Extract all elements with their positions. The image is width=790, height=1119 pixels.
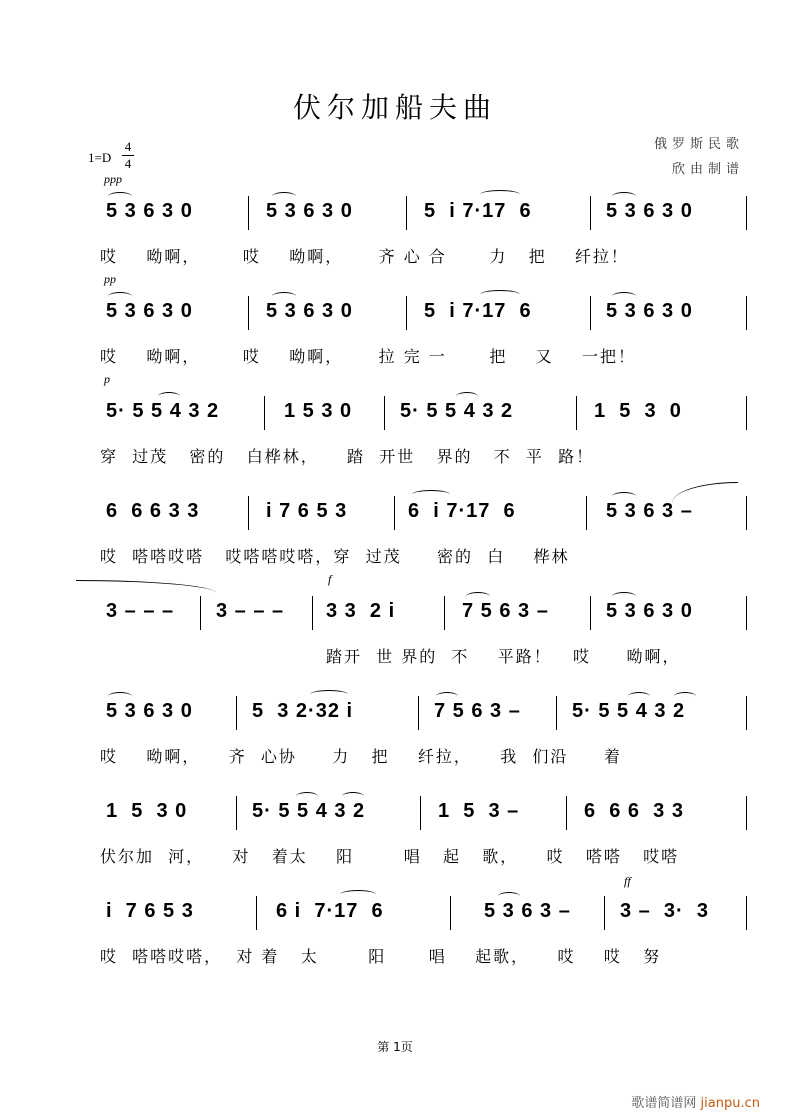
song-title: 伏尔加船夫曲 <box>292 91 497 124</box>
tie-arc <box>480 290 520 299</box>
site-watermark <box>631 1092 760 1111</box>
barline <box>384 396 385 430</box>
measure: 1 5 3 0 <box>594 400 682 422</box>
barline <box>746 196 747 230</box>
measure: 6 6 6 3 3 <box>106 500 200 522</box>
measure: 3 3 2 i <box>326 600 396 622</box>
barline <box>590 296 591 330</box>
key-signature: 1=D <box>88 150 112 165</box>
dynamic-marking: pp <box>104 272 116 286</box>
barline <box>590 596 591 630</box>
barline <box>746 796 747 830</box>
notes-line <box>100 700 750 734</box>
barline <box>556 696 557 730</box>
score-row-7 <box>100 800 750 870</box>
tie-arc <box>310 690 348 699</box>
measure: 7 5 6 3 – <box>434 700 521 722</box>
measure: 1 5 3 0 <box>106 800 188 822</box>
notes-line <box>100 600 750 634</box>
score-row-1 <box>100 172 750 270</box>
barline <box>248 296 249 330</box>
barline <box>586 496 587 530</box>
barline <box>420 796 421 830</box>
measure: 5 3 6 3 0 <box>606 300 693 322</box>
measure: 6 i 7·17 6 <box>276 900 384 922</box>
measure: 5 3 6 3 0 <box>106 200 193 222</box>
barline <box>746 396 747 430</box>
score-row-8 <box>100 874 750 970</box>
page-number: 第 1页 <box>377 1040 413 1054</box>
measure: i 7 6 5 3 <box>106 900 194 922</box>
lyrics-line: 伏尔加 河， 对 着太 阳 唱 起 歌， 哎 嗒嗒 哎嗒 <box>100 847 680 866</box>
measure: 5 3 6 3 0 <box>106 300 193 322</box>
measure: i 7 6 5 3 <box>266 500 348 522</box>
barline <box>264 396 265 430</box>
score-row-2 <box>100 272 750 370</box>
barline <box>236 696 237 730</box>
barline <box>394 496 395 530</box>
barline <box>406 296 407 330</box>
lyrics-line: 哎 呦啊， 齐 心协 力 把 纤拉， 我 们沿 着 <box>100 747 622 766</box>
barline <box>200 596 201 630</box>
watermark-en: jianpu.cn <box>700 1096 760 1111</box>
measure: 5 3 6 3 0 <box>266 200 353 222</box>
measure: 5 3 6 3 – <box>484 900 571 922</box>
notes-line <box>100 500 750 534</box>
score-row-5 <box>100 572 750 670</box>
barline <box>746 896 747 930</box>
lyrics-line: 哎 呦啊， 哎 呦啊， 齐 心 合 力 把 纤拉！ <box>100 247 629 266</box>
measure: 6 i 7·17 6 <box>408 500 516 522</box>
barline <box>746 496 747 530</box>
barline <box>256 896 257 930</box>
tie-arc <box>340 890 376 899</box>
measure: 3 – – – <box>216 600 285 622</box>
notes-line <box>100 900 750 934</box>
measure: 5 3 6 3 – <box>606 500 693 522</box>
score-row-6 <box>100 700 750 770</box>
measure: 1 5 3 – <box>438 800 520 822</box>
tie-arc <box>480 190 520 199</box>
dynamic-marking: ff <box>624 874 631 888</box>
measure: 5 3 6 3 0 <box>606 200 693 222</box>
measure: 5 3 6 3 0 <box>266 300 353 322</box>
measure: 5 i 7·17 6 <box>424 200 532 222</box>
barline <box>566 796 567 830</box>
barline <box>236 796 237 830</box>
time-signature-bottom: 4 <box>124 156 132 171</box>
watermark-cn: 歌谱简谱网 <box>631 1096 697 1111</box>
time-signature-top: 4 <box>124 139 132 154</box>
barline <box>248 496 249 530</box>
notes-line <box>100 300 750 334</box>
score-row-4 <box>100 500 750 570</box>
lyrics-line: 哎 呦啊， 哎 呦啊， 拉 完 一 把 又 一把！ <box>100 347 637 366</box>
measure: 5 3 6 3 0 <box>606 600 693 622</box>
credit-origin: 俄罗斯民歌 <box>653 137 744 152</box>
measure: 5 i 7·17 6 <box>424 300 532 322</box>
barline <box>590 196 591 230</box>
credit-arranger: 欣由制谱 <box>671 162 744 177</box>
dynamic-marking: p <box>104 372 110 386</box>
measure: 3 – 3· 3 <box>620 900 709 922</box>
notes-line <box>100 200 750 234</box>
measure: 5· 5 5 4 3 2 <box>572 700 686 722</box>
lyrics-line: 哎 嗒嗒哎嗒 哎嗒嗒哎嗒，穿 过茂 密的 白 桦林 <box>100 547 570 566</box>
barline <box>576 396 577 430</box>
measure: 1 5 3 0 <box>284 400 353 422</box>
measure: 5 3 2·32 i <box>252 700 354 722</box>
barline <box>746 596 747 630</box>
barline <box>746 296 747 330</box>
barline <box>746 696 747 730</box>
dynamic-marking: ppp <box>104 172 122 186</box>
barline <box>418 696 419 730</box>
barline <box>312 596 313 630</box>
time-signature <box>122 140 134 171</box>
barline <box>604 896 605 930</box>
barline <box>248 196 249 230</box>
score-row-3 <box>100 372 750 470</box>
lyrics-line: 哎 嗒嗒哎嗒， 对 着 太 阳 唱 起歌， 哎 哎 努 <box>100 947 662 966</box>
slur-arc <box>76 580 216 593</box>
lyrics-line: 穿 过茂 密的 白桦林， 踏 开世 界的 不 平 路！ <box>100 447 595 466</box>
dynamic-marking: f <box>328 572 332 586</box>
measure: 3 – – – <box>106 600 175 622</box>
barline <box>450 896 451 930</box>
measure: 6 6 6 3 3 <box>584 800 684 822</box>
tie-arc <box>412 490 450 499</box>
barline <box>406 196 407 230</box>
lyrics-line: 踏开 世 界的 不 平路！ 哎 呦啊， <box>326 647 681 666</box>
notes-line <box>100 800 750 834</box>
measure: 5 3 6 3 0 <box>106 700 193 722</box>
notes-line <box>100 400 750 434</box>
measure: 7 5 6 3 – <box>462 600 549 622</box>
measure: 5· 5 5 4 3 2 <box>252 800 366 822</box>
measure: 5· 5 5 4 3 2 <box>106 400 220 422</box>
measure: 5· 5 5 4 3 2 <box>400 400 514 422</box>
barline <box>444 596 445 630</box>
